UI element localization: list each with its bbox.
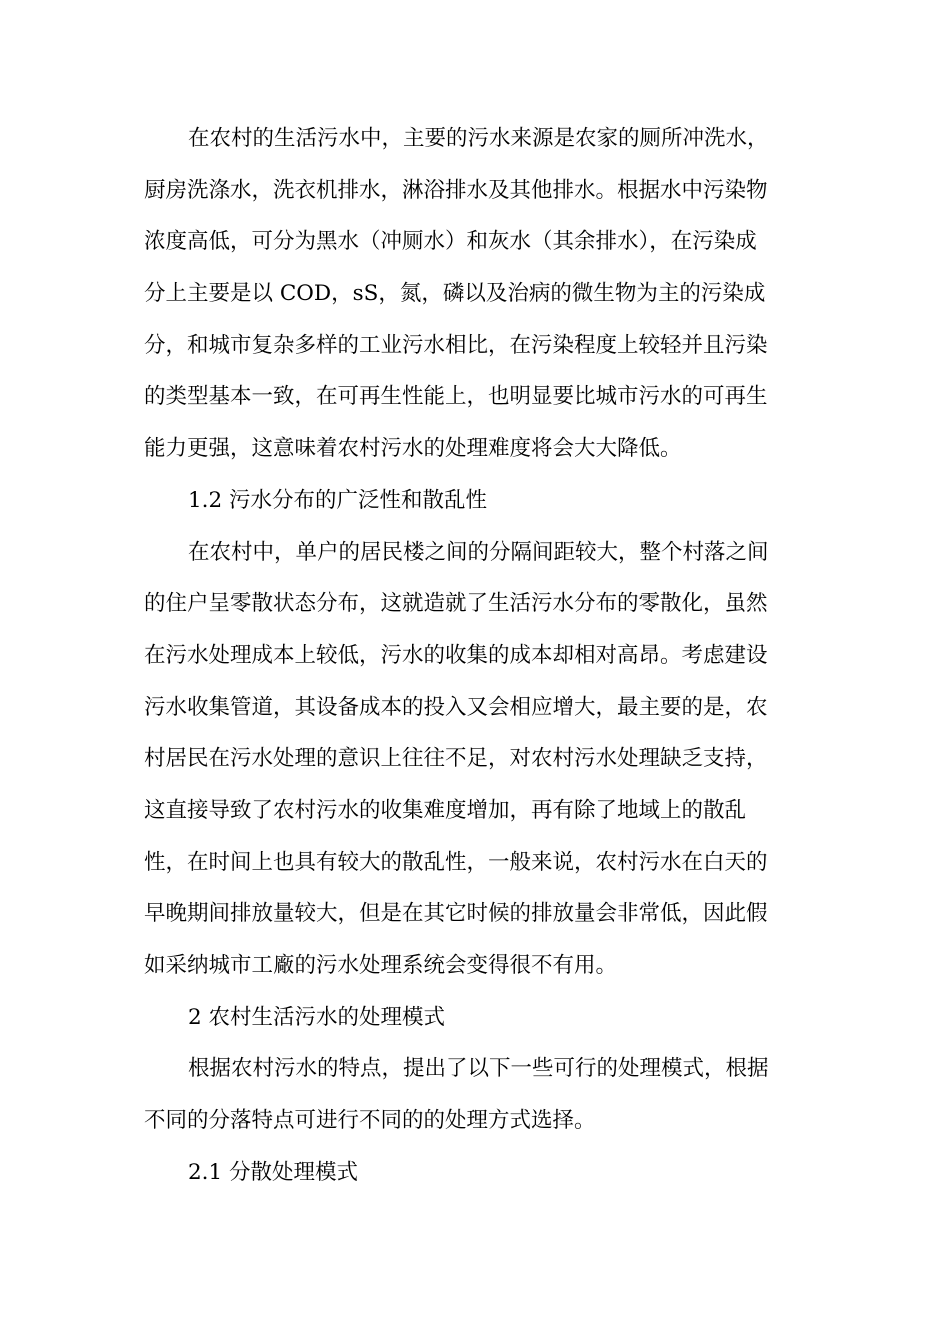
paragraph — [144, 113, 794, 475]
text-line: 厨房洗涤水，洗衣机排水，淋浴排水及其他排水。根据水中污染物 — [144, 177, 768, 203]
text-line: 在污水处理成本上较低，污水的收集的成本却相对高昂。考虑建设 — [144, 642, 768, 668]
heading-text: 2.1 分散处理模式 — [188, 1159, 359, 1185]
text-line: 在农村的生活污水中，主要的污水来源是农家的厕所冲洗水， — [188, 126, 769, 151]
text-line: 这直接导致了农村污水的收集难度增加，再有除了地域上的散乱 — [144, 797, 747, 823]
text-line: 污水收集管道，其设备成本的投入又会相应增大，最主要的是，农 — [144, 694, 768, 720]
text-line: 分，和城市复杂多样的工业污水相比，在污染程度上较轻并且污染 — [144, 332, 768, 358]
paragraph — [144, 1043, 794, 1146]
section-heading — [144, 475, 794, 527]
text-line: 在农村中，单户的居民楼之间的分隔间距较大，整个村落之间 — [188, 539, 769, 565]
text-line: 不同的分落特点可进行不同的的处理方式选择。 — [144, 1108, 596, 1134]
text-line: 根据农村污水的特点，提出了以下一些可行的处理模式，根据 — [188, 1056, 769, 1082]
document-body — [144, 113, 794, 1198]
text-line: 性，在时间上也具有较大的散乱性，一般来说，农村污水在白天的 — [144, 849, 768, 875]
text-line: 浓度高低，可分为黑水（冲厕水）和灰水（其余排水），在污染成 — [144, 229, 757, 255]
text-line: 分上主要是以 COD，sS，氮，磷以及治病的微生物为主的污染成 — [144, 281, 766, 307]
text-line: 村居民在污水处理的意识上往往不足，对农村污水处理缺乏支持， — [144, 746, 768, 772]
text-line: 的住户呈零散状态分布，这就造就了生活污水分布的零散化，虽然 — [144, 591, 768, 617]
heading-text: 2 农村生活污水的处理模式 — [188, 1004, 446, 1030]
heading-text: 1.2 污水分布的广泛性和散乱性 — [188, 487, 488, 513]
text-line: 如采纳城市工廠的污水处理系统会变得很不有用。 — [144, 953, 618, 978]
section-heading — [144, 992, 794, 1044]
text-line: 的类型基本一致，在可再生性能上，也明显要比城市污水的可再生 — [144, 384, 768, 410]
paragraph — [144, 527, 794, 992]
section-heading — [144, 1147, 794, 1199]
text-line: 早晚期间排放量较大，但是在其它时候的排放量会非常低，因此假 — [144, 901, 768, 927]
text-line: 能力更强，这意味着农村污水的处理难度将会大大降低。 — [144, 436, 682, 462]
